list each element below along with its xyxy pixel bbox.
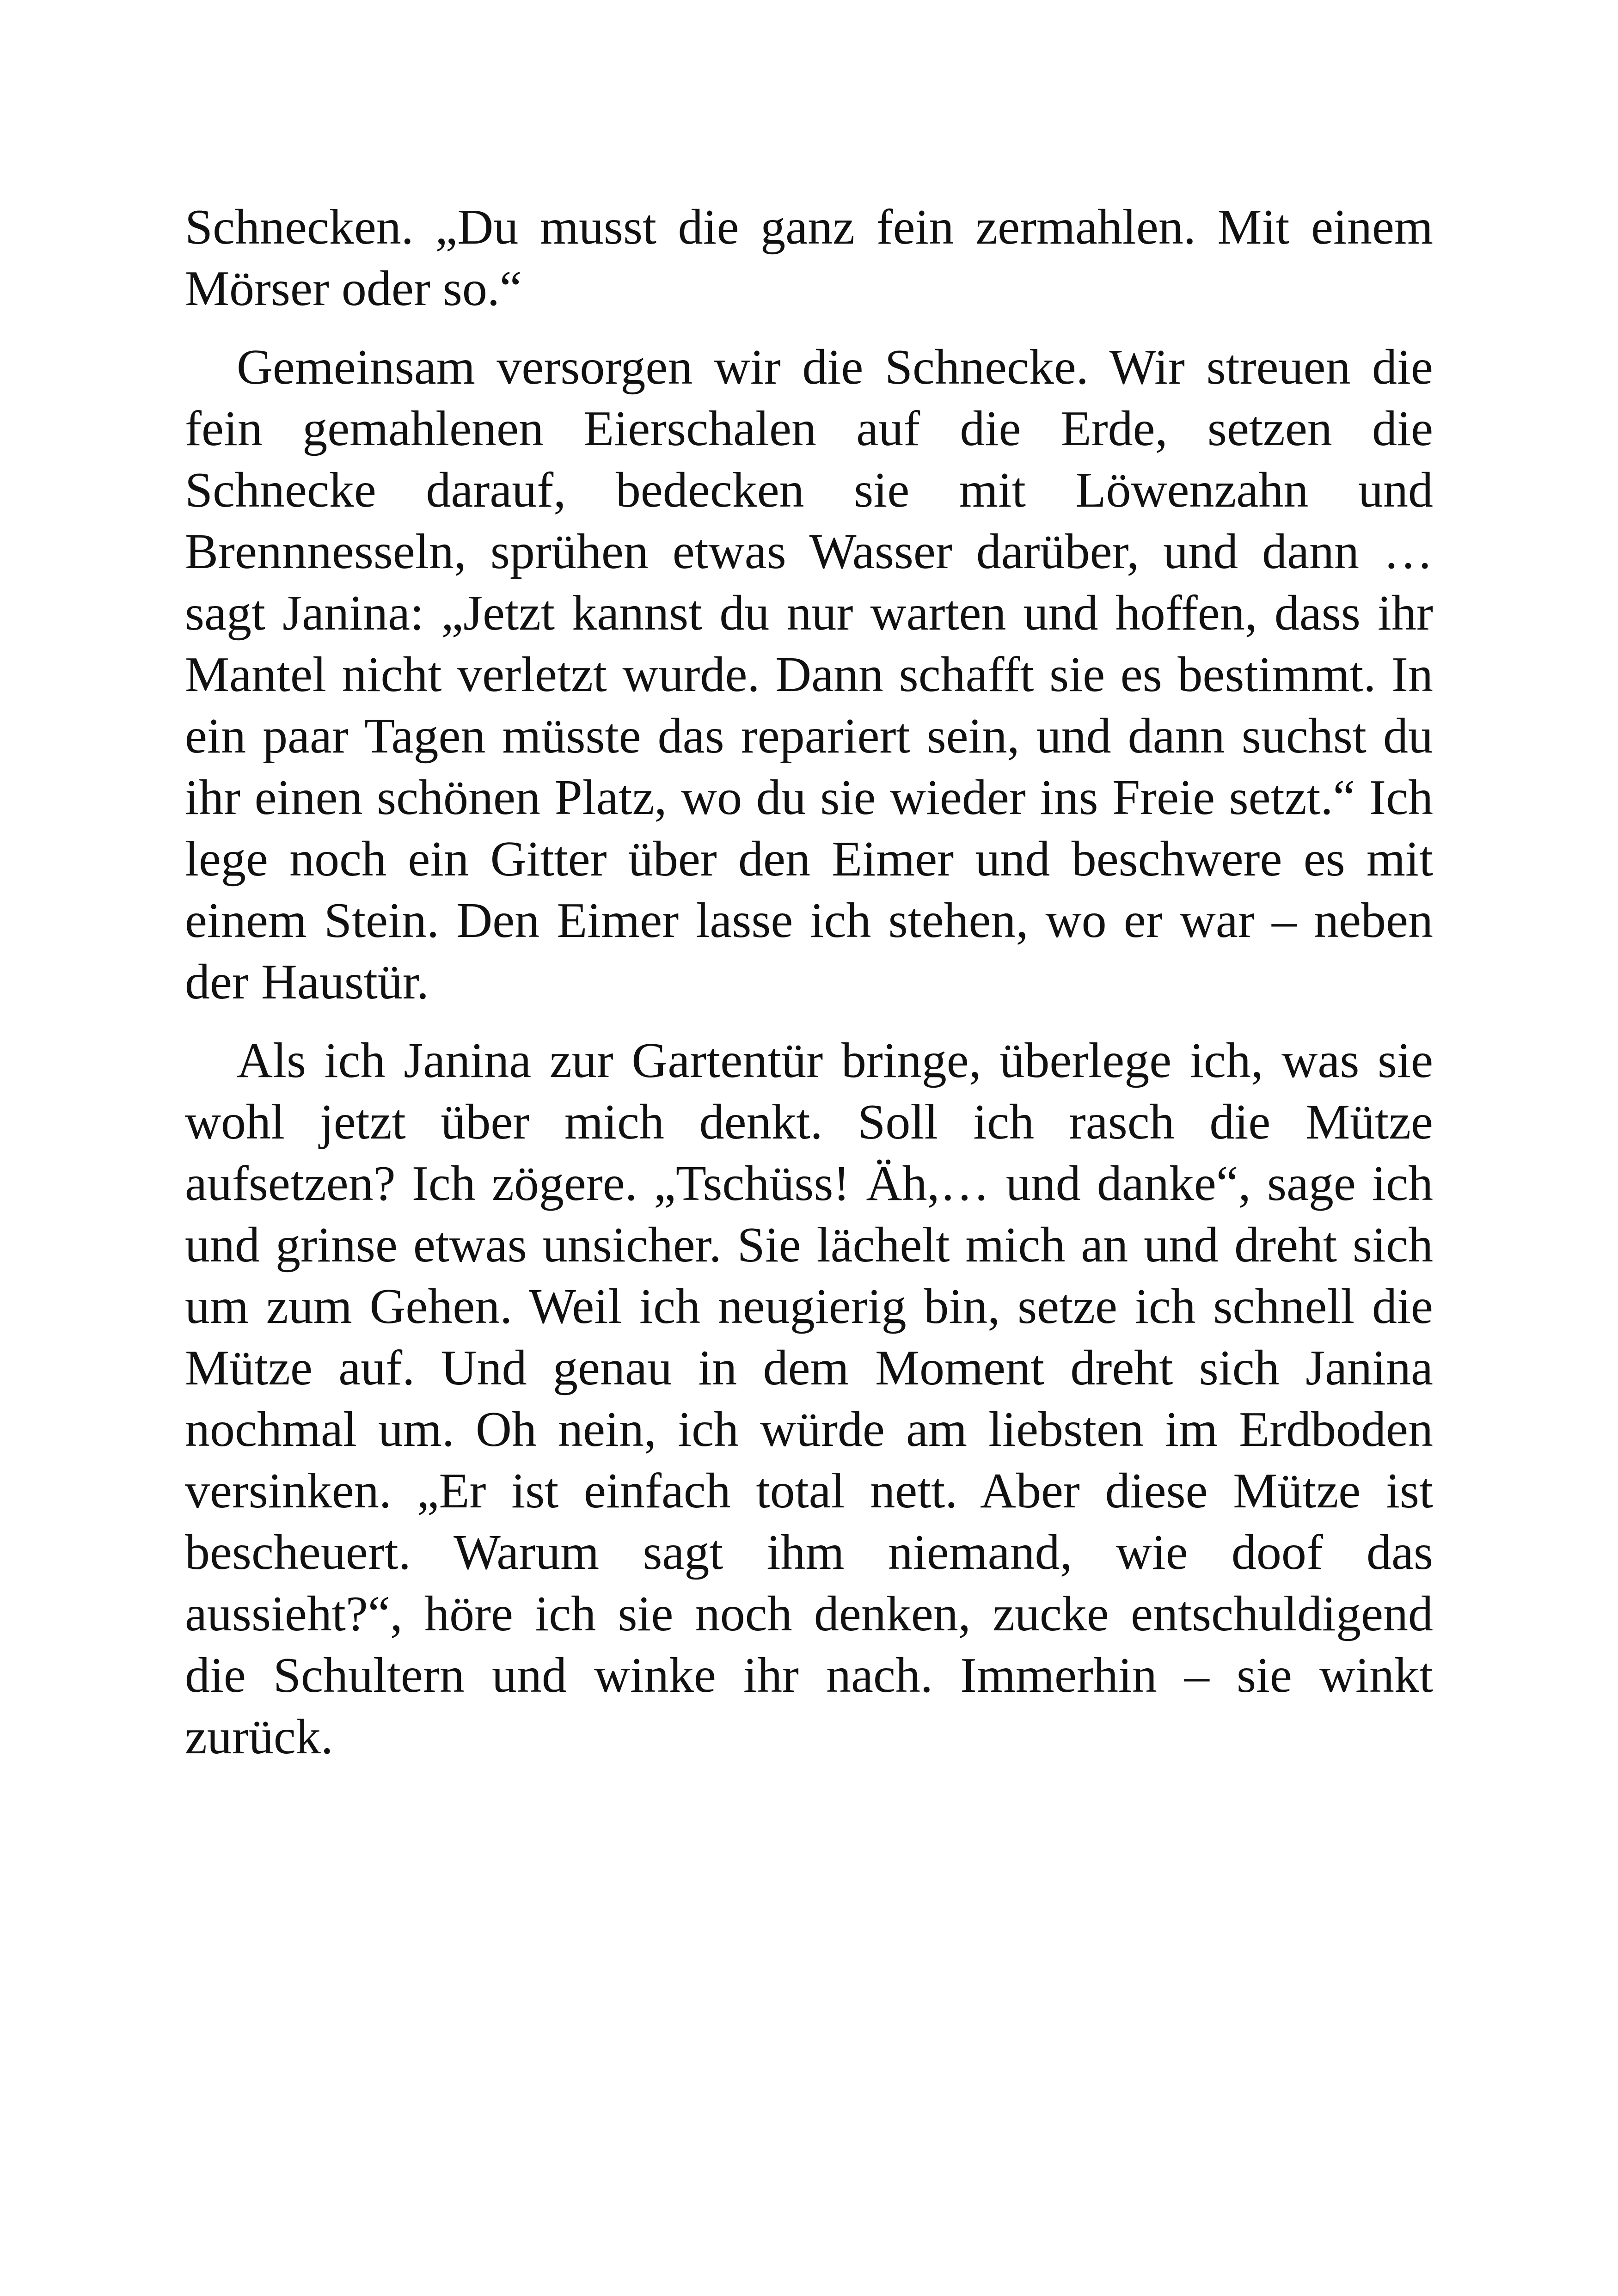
paragraph-1: Schnecken. „Du musst die ganz fein zermahlen. Mit einem Mörser oder so.“ (185, 200, 1433, 316)
page-body (185, 196, 1433, 1768)
paragraph-3: Als ich Janina zur Gartentür bringe, überlege ich, was sie wohl jetzt über mich denkt. Soll ich rasch die Mütze aufsetzen? Ich zögere. „Tschüss! Äh,… und danke“, sage ich und grinse etwas unsicher. Sie lächelt mich an und dreht sich um zum Gehen. Weil ich neugierig bin, setze ich schnell die Mütze auf. Und genau in dem Moment dreht sich Janina nochmal um. Oh nein, ich würde am liebsten im Erdboden versinken. „Er ist einfach total nett. Aber diese Mütze ist bescheuert. Warum sagt ihm niemand, wie doof das aussieht?“, höre ich sie noch denken, zucke entschuldigend die Schultern und winke ihr nach. Immerhin – sie winkt zurück. (185, 1033, 1433, 1764)
paragraph-2: Gemeinsam versorgen wir die Schnecke. Wir streuen die fein gemahlenen Eierschalen auf die Erde, setzen die Schnecke darauf, bedecken sie mit Löwenzahn und Brennnesseln, sprühen etwas Wasser darüber, und dann … sagt Janina: „Jetzt kannst du nur warten und hoffen, dass ihr Mantel nicht verletzt wurde. Dann schafft sie es bestimmt. In ein paar Tagen müsste das repariert sein, und dann suchst du ihr einen schönen Platz, wo du sie wieder ins Freie setzt.“ Ich lege noch ein Gitter über den Eimer und beschwere es mit einem Stein. Den Eimer lasse ich stehen, wo er war – neben der Haustür. (185, 340, 1433, 1010)
